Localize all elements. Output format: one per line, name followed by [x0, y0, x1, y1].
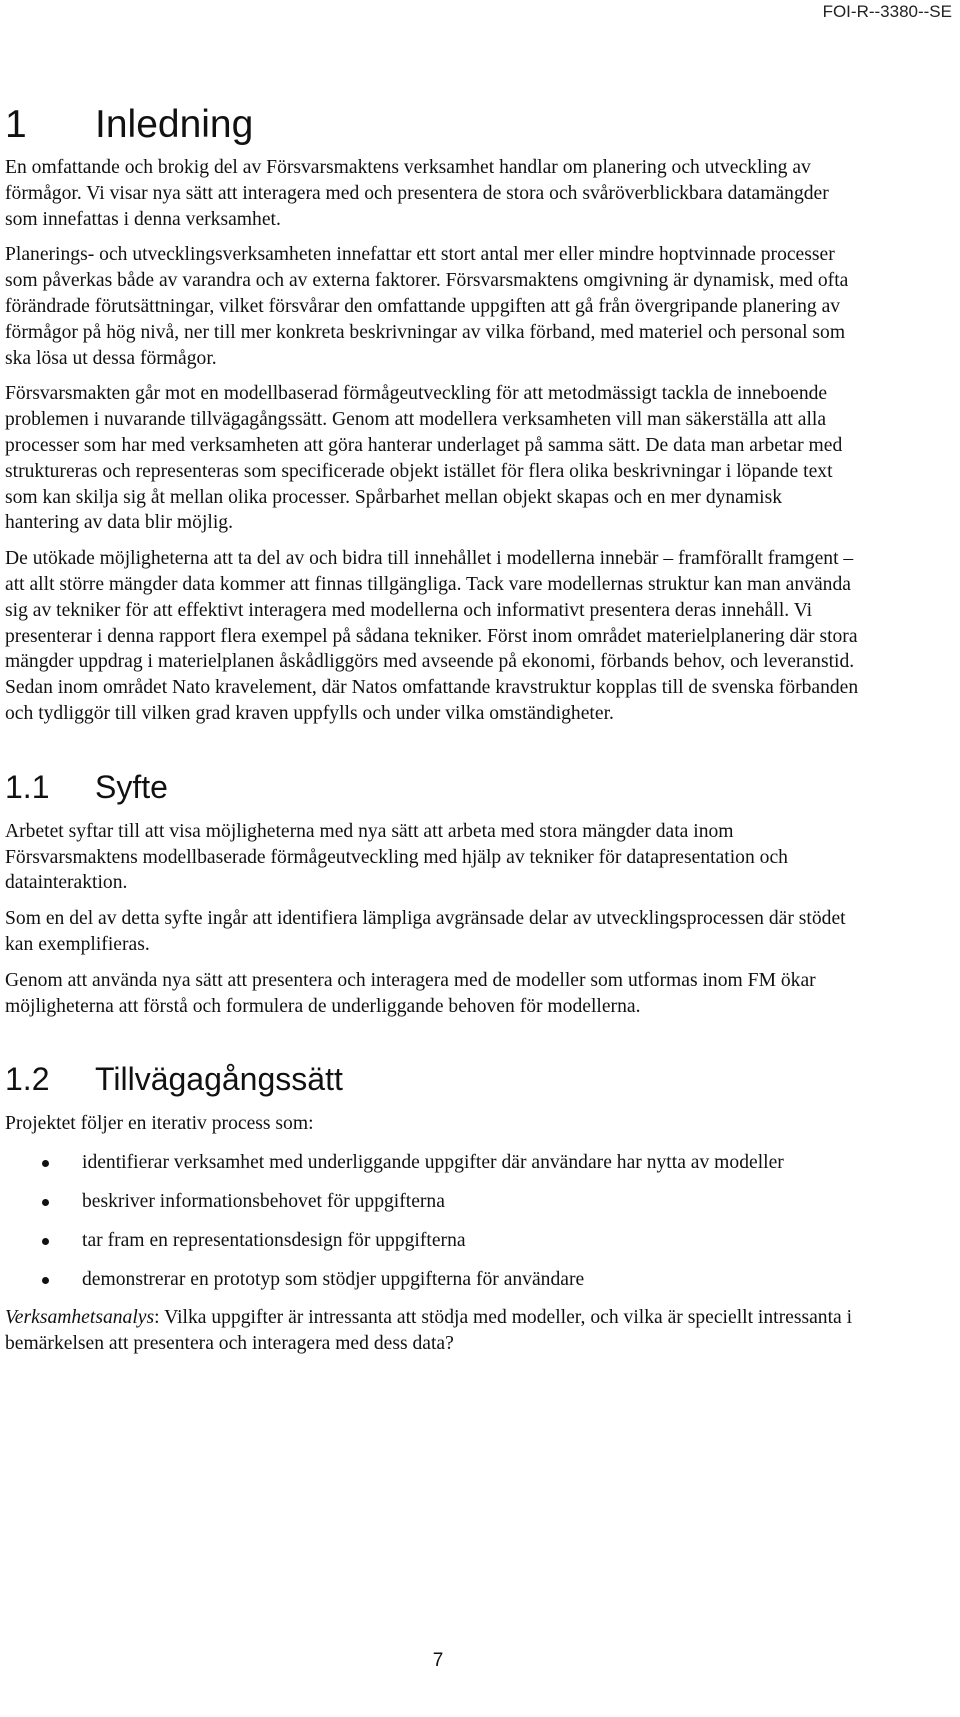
- paragraph: Projektet följer en iterativ process som:: [5, 1113, 314, 1135]
- bullet-icon: [42, 1238, 49, 1245]
- paragraph: Försvarsmakten går mot en modellbaserad förmågeutveckling för att metodmässigt tackla de inneboende problemen i nuvarande tillvägagångssätt. Genom att modellera verksamheten vill man säkerställa att alla processer som har med verksamheten att göra hanterar underlaget på samma sätt. De data man arbetar med struktureras och representeras som specificerade objekt istället för flera olika beskrivningar i löpande text som kan skilja sig åt mellan olika processer. Spårbarhet mellan objekt skapas och en mer dynamisk hantering av data blir möjlig.: [5, 383, 843, 534]
- page-body: [5, 102, 860, 1357]
- list-item-text: identifierar verksamhet med underliggande uppgifter där användare har nytta av modeller: [82, 1152, 784, 1174]
- paragraph: En omfattande och brokig del av Försvarsmaktens verksamhet handlar om planering och utveckling av förmågor. Vi visar nya sätt att interagera med och presentera de stora och svåröverblickbara datamängder som innefattas i denna verksamhet.: [5, 157, 829, 230]
- paragraph: Genom att använda nya sätt att presentera och interagera med de modeller som utformas inom FM ökar möjligheterna att förstå och formulera de underliggande behoven för modellerna.: [5, 969, 816, 1017]
- list-item: [5, 1267, 860, 1293]
- paragraph: Arbetet syftar till att visa möjligheterna med nya sätt att arbeta med stora mängder data inom Försvarsmaktens modellbaserade förmågeutveckling med hjälp av tekniker för datapresentation och datainteraktion.: [5, 820, 788, 894]
- section-number: 1: [5, 103, 27, 146]
- list-item-text: demonstrerar en prototyp som stödjer uppgifterna för användare: [82, 1268, 585, 1290]
- bullet-icon: [42, 1199, 49, 1206]
- section-number: 1.2: [5, 1061, 50, 1098]
- section-title: Syfte: [95, 768, 168, 805]
- list-item-text: beskriver informationsbehovet för uppgifterna: [82, 1190, 445, 1212]
- section-number: 1.1: [5, 768, 50, 805]
- page-number: 7: [432, 1650, 444, 1671]
- paragraph: Planerings- och utvecklingsverksamheten innefattar ett stort antal mer eller mindre hoptvinnade processer som påverkas både av varandra och av externa faktorer. Försvarsmaktens omgivning är dynamisk, med ofta förändrade förutsättningar, vilket försvårar den omfattande uppgiften att gå från övergripande planering av förmågor på hög nivå, ner till mer konkreta beskrivningar av vilka förband, med materiel och personal som ska lösa ut dessa förmågor.: [5, 244, 849, 369]
- list-item: [5, 1150, 860, 1176]
- document-id: FOI-R--3380--SE: [822, 2, 952, 21]
- section-title: Tillvägagångssätt: [95, 1061, 343, 1098]
- process-list: [5, 1150, 860, 1292]
- section-title: Inledning: [95, 103, 254, 146]
- list-item: [5, 1189, 860, 1215]
- list-item-text: tar fram en representationsdesign för uppgifterna: [82, 1229, 466, 1251]
- term-verksamhetsanalys: Verksamhetsanalys: [5, 1307, 155, 1329]
- section-heading-inledning: [5, 102, 860, 148]
- term-definition: : Vilka uppgifter är intressanta att stödja med modeller, och vilka är speciellt intressanta i bemärkelsen att presentera och interagera med dess data?: [5, 1307, 853, 1355]
- paragraph: Som en del av detta syfte ingår att identifiera lämpliga avgränsade delar av utvecklingsprocessen där stödet kan exemplifieras.: [5, 908, 846, 955]
- list-item: [5, 1228, 860, 1254]
- section-heading-syfte: [5, 767, 860, 807]
- bullet-icon: [42, 1160, 49, 1167]
- paragraph: [5, 1305, 860, 1357]
- bullet-icon: [42, 1277, 49, 1284]
- paragraph: De utökade möjligheterna att ta del av och bidra till innehållet i modellerna innebär – framförallt framgent – att allt större mängder data kommer att finnas tillgängliga. Tack vare modellernas struktur kan man använda sig av tekniker för att effektivt interagera med modellerna och informativt presentera deras innehåll. Vi presenterar i denna rapport flera exempel på sådana tekniker. Först inom området materielplanering där stora mängder uppdrag i materielplanen åskådliggörs med avseende på ekonomi, förbands behov, och leveranstid. Sedan inom området Nato kravelement, där Natos omfattande kravstruktur kopplas till de svenska förbanden och tydliggör till vilken grad kraven uppfylls och under vilka omständigheter.: [5, 548, 859, 724]
- section-heading-tillvagagangssatt: [5, 1059, 860, 1099]
